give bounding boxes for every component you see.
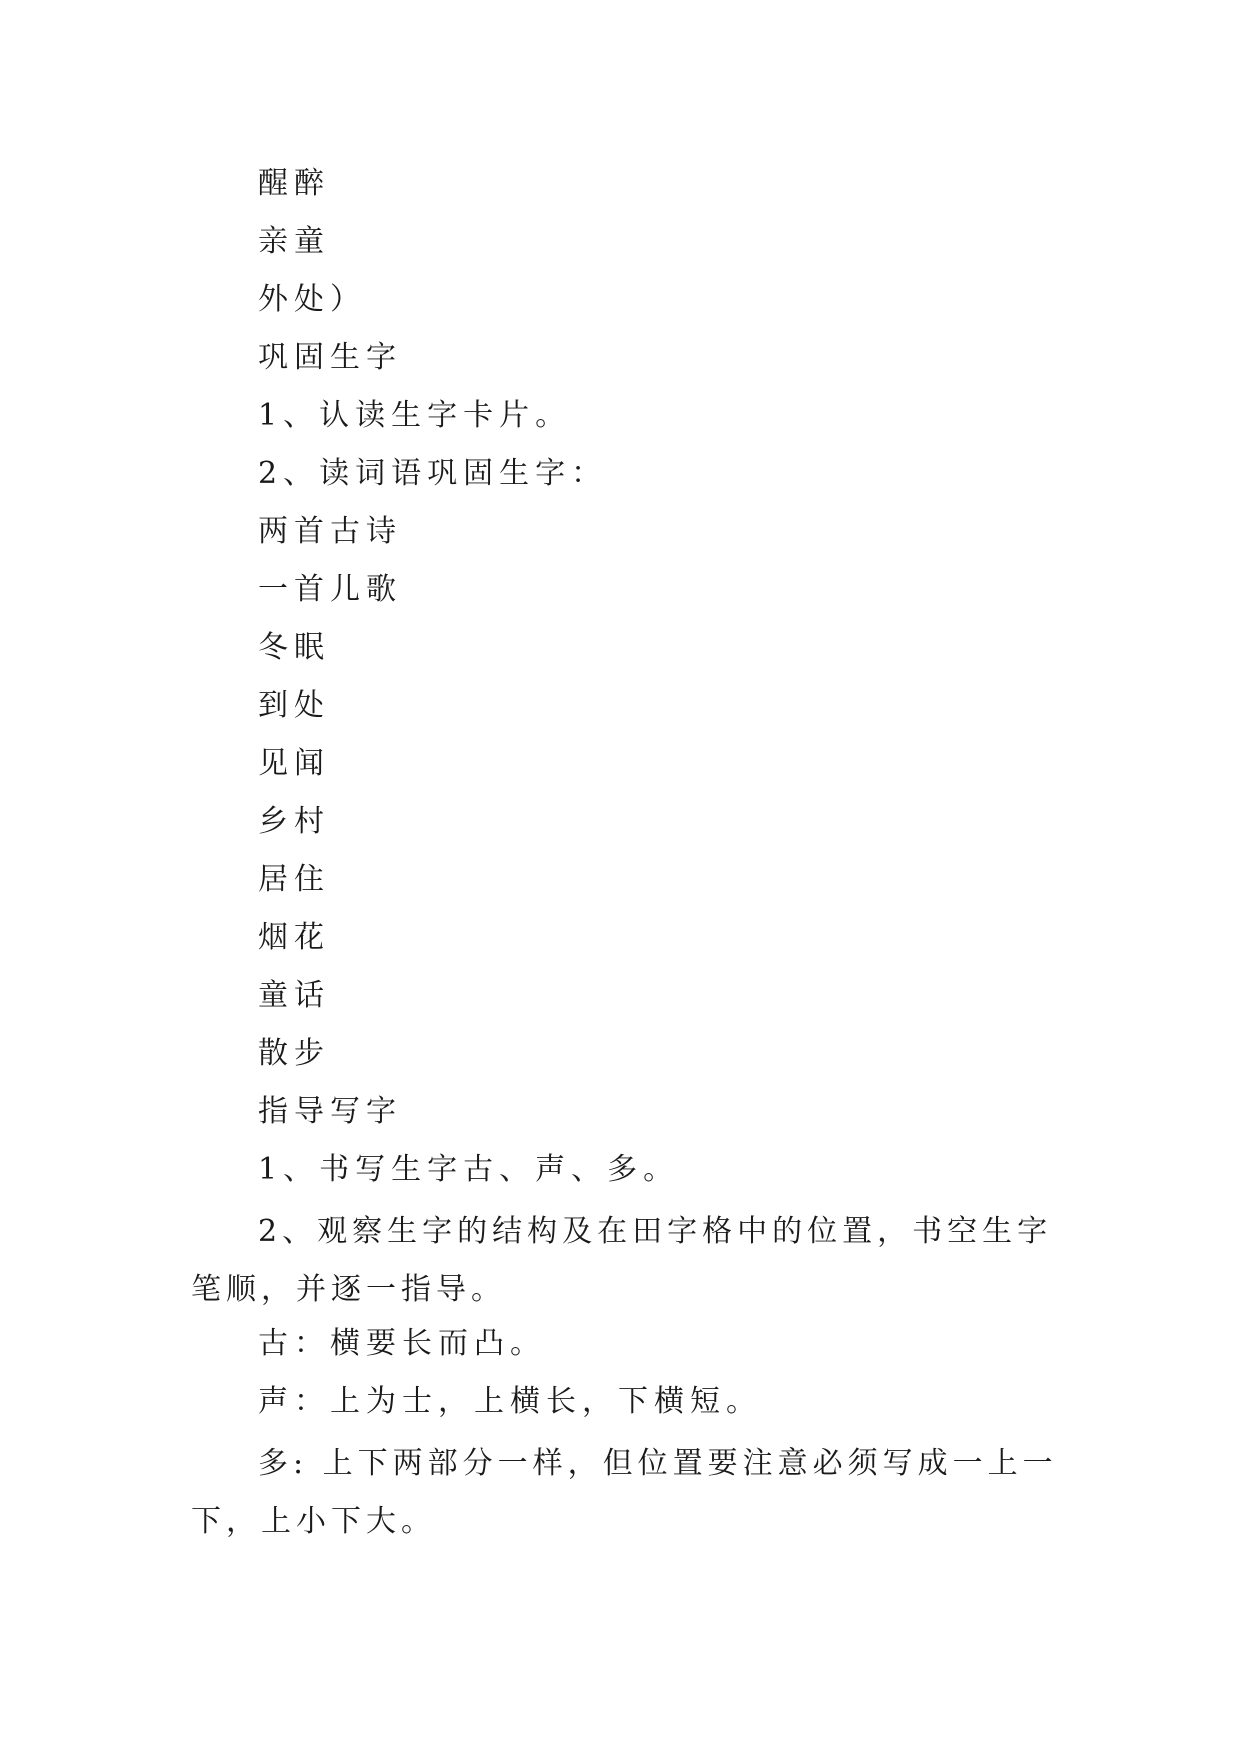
word-item: 到处: [258, 688, 330, 723]
text-line: 2、读词语巩固生字：: [258, 456, 608, 491]
paragraph-duo: 多: 上下两部分一样，但位置要注意必须写成一上一下，上小下大。: [191, 1446, 1058, 1539]
text-line: 外处）: [258, 282, 366, 317]
word-item: 居住: [258, 862, 330, 897]
guide-sheng: 声：上为士，上横长，下横短。: [258, 1384, 762, 1419]
text-line: 亲童: [258, 224, 330, 259]
section-heading: 巩固生字: [258, 340, 402, 375]
word-item: 童话: [258, 978, 330, 1013]
word-item: 烟花: [258, 920, 330, 955]
text-line: 醒醉: [258, 166, 330, 201]
section-heading: 指导写字: [258, 1094, 402, 1129]
word-item: 冬眠: [258, 630, 330, 665]
word-item: 两首古诗: [258, 514, 402, 549]
word-item: 乡村: [258, 804, 330, 839]
guide-gu: 古：横要长而凸。: [258, 1326, 546, 1361]
word-item: 一首儿歌: [258, 572, 402, 607]
text-line: 1、书写生字古、声、多。: [258, 1152, 680, 1187]
word-item: 见闻: [258, 746, 330, 781]
word-item: 散步: [258, 1036, 330, 1071]
paragraph-observe: 2、观察生字的结构及在田字格中的位置，书空生字笔顺，并逐一指导。: [191, 1214, 1053, 1307]
text-line: 1、认读生字卡片。: [258, 398, 572, 433]
